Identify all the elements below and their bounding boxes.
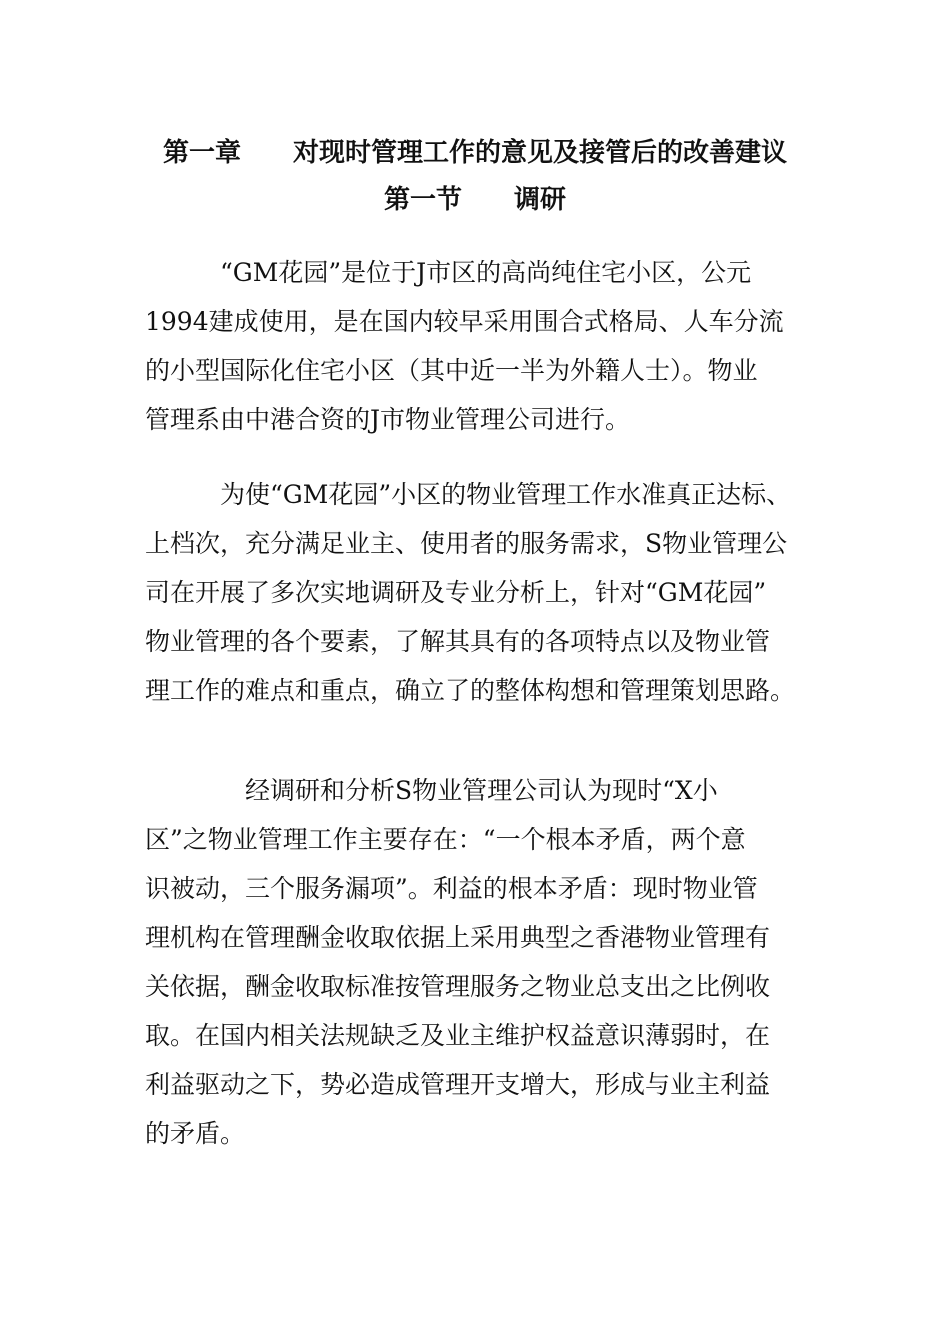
paragraph-line: 的矛盾。 <box>145 1119 246 1148</box>
paragraph-line: 1994建成使用，是在国内较早采用围合式格局、人车分流 <box>145 307 784 336</box>
paragraph-line: 理工作的难点和重点，确立了的整体构想和管理策划思路。 <box>145 676 796 705</box>
paragraph-purpose <box>145 470 795 715</box>
paragraph-line: 上档次，充分满足业主、使用者的服务需求，S物业管理公 <box>145 529 788 558</box>
paragraph-intro <box>145 248 784 444</box>
paragraph-line: 区”之物业管理工作主要存在：“一个根本矛盾，两个意 <box>145 825 746 854</box>
paragraph-line: 物业管理的各个要素，了解其具有的各项特点以及物业管 <box>145 627 771 656</box>
paragraph-line: 取。在国内相关法规缺乏及业主维护权益意识薄弱时，在 <box>145 1021 771 1050</box>
section-title: 第一节 调研 <box>383 185 566 215</box>
chapter-title: 第一章 对现时管理工作的意见及接管后的改善建议 <box>162 138 787 168</box>
paragraph-line: 理机构在管理酬金收取依据上采用典型之香港物业管理有 <box>145 923 771 952</box>
paragraph-line: 经调研和分析S物业管理公司认为现时“X小 <box>145 776 718 805</box>
paragraph-line: 利益驱动之下，势必造成管理开支增大，形成与业主利益 <box>145 1070 771 1099</box>
paragraph-analysis <box>145 766 770 1158</box>
paragraph-line: 管理系由中港合资的J市物业管理公司进行。 <box>145 405 631 434</box>
paragraph-line: 的小型国际化住宅小区（其中近一半为外籍人士）。物业 <box>145 356 758 385</box>
paragraph-line: 关依据，酬金收取标准按管理服务之物业总支出之比例收 <box>145 972 771 1001</box>
paragraph-line: 司在开展了多次实地调研及专业分析上，针对“GM花园” <box>145 578 767 607</box>
paragraph-line: 识被动，三个服务漏项”。利益的根本矛盾：现时物业管 <box>145 874 758 903</box>
paragraph-line: “GM花园”是位于J市区的高尚纯住宅小区，公元 <box>145 258 752 287</box>
paragraph-line: 为使“GM花园”小区的物业管理工作水准真正达标、 <box>145 480 792 509</box>
